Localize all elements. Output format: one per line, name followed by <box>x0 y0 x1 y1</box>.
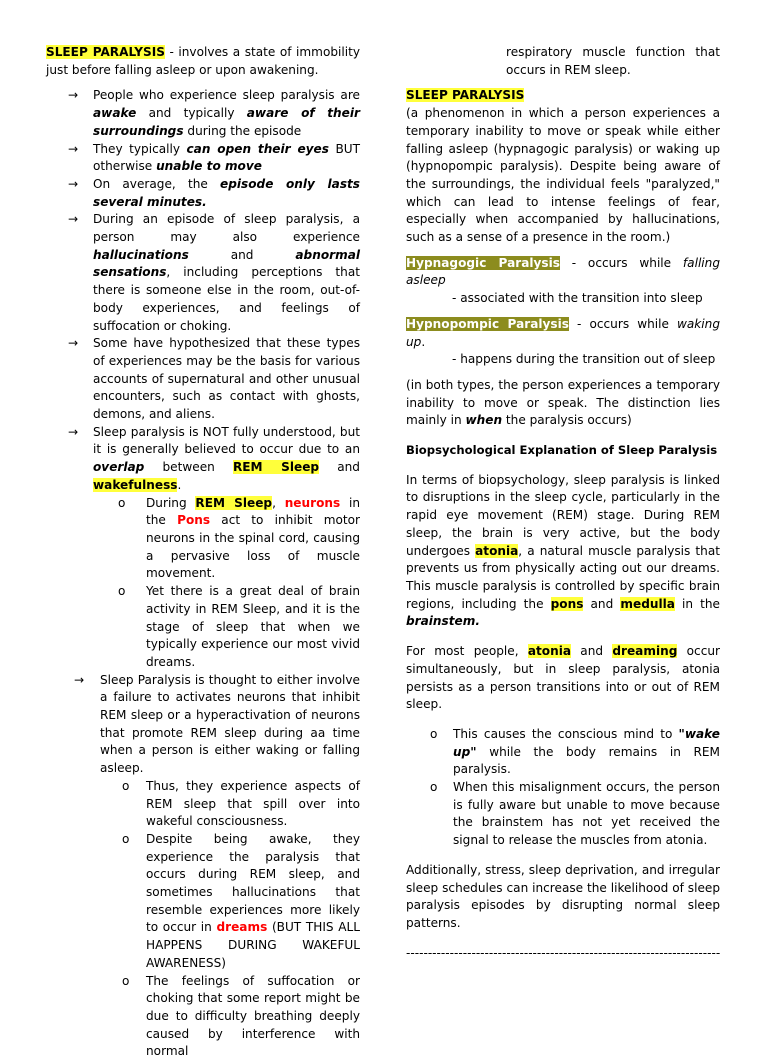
sub-list-item: o Thus, they experience aspects of REM sleep that spill over into wakeful consciousness. <box>122 778 360 829</box>
biopsych-paragraph: In terms of biopsychology, sleep paralysis is linked to disruptions in the sleep cycle, particularly in the rapid eye movement (REM) stage. During REM sleep, the brain is very active, but the body undergoes atonia, a natural muscle paralysis that prevents us from physically acting out our dreams. This muscle paralysis is controlled by specific brain regions, including the pons and medulla in the brainstem. <box>406 472 721 629</box>
sub-list-item: o Yet there is a great deal of brain activity in REM Sleep, and it is the stage of sleep that when we typically experience our most vivid dreams. <box>118 584 360 669</box>
arrow-bullet-icon: → <box>68 336 79 351</box>
list-item: → Sleep paralysis is NOT fully understood, but it is generally believed to occur due to an overlap between REM Sleep and wakefulness. <box>68 424 360 492</box>
hypnopompic-line: Hypnopompic Paralysis - occurs while waking up. <box>406 316 721 349</box>
arrow-bullet-icon: → <box>68 88 79 103</box>
intro-text: - involves a state of immobility just before falling asleep or upon awakening. <box>46 45 361 77</box>
both-types-note: (in both types, the person experiences a temporary inability to move or speak. The distinction lies mainly in when the paralysis occurs) <box>406 377 720 428</box>
list-item: → People who experience sleep paralysis are awake and typically aware of their surroundings during the episode <box>68 88 360 138</box>
arrow-bullet-icon: → <box>74 672 85 687</box>
list-item: → They typically can open their eyes BUT otherwise unable to move <box>68 141 360 174</box>
hypnopompic-sub: - happens during the transition out of sleep <box>452 352 716 367</box>
sub-list-item: o When this misalignment occurs, the person is fully aware but unable to move because the brainstem has not yet received the signal to release the muscles from atonia. <box>430 780 720 848</box>
intro-paragraph <box>46 44 360 79</box>
circle-bullet-icon: o <box>430 780 438 795</box>
hypnagogic-sub: - associated with the transition into sleep <box>452 291 703 306</box>
additional-factors-paragraph: Additionally, stress, sleep deprivation, and irregular sleep schedules can increase the likelihood of sleep paralysis episodes by disrupting normal sleep patterns. <box>406 862 720 930</box>
term-hypnopompic: Hypnopompic Paralysis <box>406 316 569 331</box>
dashed-divider: ------------------------------------------------------------------------ <box>406 945 720 960</box>
term-hypnagogic: Hypnagogic Paralysis <box>406 255 560 270</box>
circle-bullet-icon: o <box>118 584 126 599</box>
arrow-bullet-icon: → <box>68 176 79 191</box>
arrow-bullet-icon: → <box>68 212 79 227</box>
circle-bullet-icon: o <box>118 495 126 510</box>
circle-bullet-icon: o <box>430 726 438 741</box>
sub-list-item: o Despite being awake, they experience the paralysis that occurs during REM sleep, and sometimes hallucinations that resemble experiences more likely to occur in dreams (BUT THIS ALL HAPPENS DURING WAKEFUL AWARENESS) <box>122 831 360 970</box>
circle-bullet-icon: o <box>122 778 130 793</box>
term-sleep-paralysis: SLEEP PARALYSIS <box>46 45 165 59</box>
left-column <box>46 44 360 1061</box>
arrow-bullet-icon: → <box>68 424 79 439</box>
list-item: → Some have hypothesized that these types of experiences may be the basis for various accounts of supernatural and other unusual encounters, such as contact with ghosts, demons, and aliens. <box>68 336 360 422</box>
sleep-paralysis-definition: (a phenomenon in which a person experiences a temporary inability to move or speak while either falling asleep (hypnagogic paralysis) or waking up (hypnopompic paralysis). Despite being aware of the surroundings, the individual feels "paralyzed," which can lead to intense feelings of fear, especially when accompanied by hallucinations, such as a sense of a presence in the room.) <box>406 106 720 245</box>
arrow-bullet-icon: → <box>68 141 79 156</box>
circle-bullet-icon: o <box>122 973 130 988</box>
section-heading: Biopsychological Explanation of Sleep Paralysis <box>406 443 718 458</box>
list-item: → During an episode of sleep paralysis, a person may also experience hallucinations and abnormal sensations, including perceptions that there is someone else in the room, out-of-body experiences, and feelings of suffocation or choking. <box>68 212 360 333</box>
sub-list-item: o The feelings of suffocation or choking that some report might be due to difficulty breathing deeply caused by interference with normal <box>122 973 360 1059</box>
sleep-paralysis-term: SLEEP PARALYSIS <box>406 88 525 103</box>
hypnagogic-line: Hypnagogic Paralysis - occurs while falling asleep <box>406 255 721 288</box>
carryover-text: respiratory muscle function that occurs in REM sleep. <box>506 45 720 77</box>
sub-list-item: o During REM Sleep, neurons in the Pons act to inhibit motor neurons in the spinal cord, causing a pervasive loss of muscle movement. <box>118 495 360 581</box>
circle-bullet-icon: o <box>122 831 130 846</box>
sub-list-item: o This causes the conscious mind to "wake up" while the body remains in REM paralysis. <box>430 726 720 777</box>
most-people-paragraph: For most people, atonia and dreaming occur simultaneously, but in sleep paralysis, atonia persists as a person transitions into or out of REM sleep. <box>406 644 720 712</box>
list-item: → On average, the episode only lasts several minutes. <box>68 176 360 209</box>
right-column <box>406 44 720 962</box>
list-item: → Sleep Paralysis is thought to either involve a failure to activates neurons that inhibit REM sleep or a hyperactivation of neurons that promote REM sleep during aa time when a person is either waking or falling asleep. <box>74 672 360 776</box>
